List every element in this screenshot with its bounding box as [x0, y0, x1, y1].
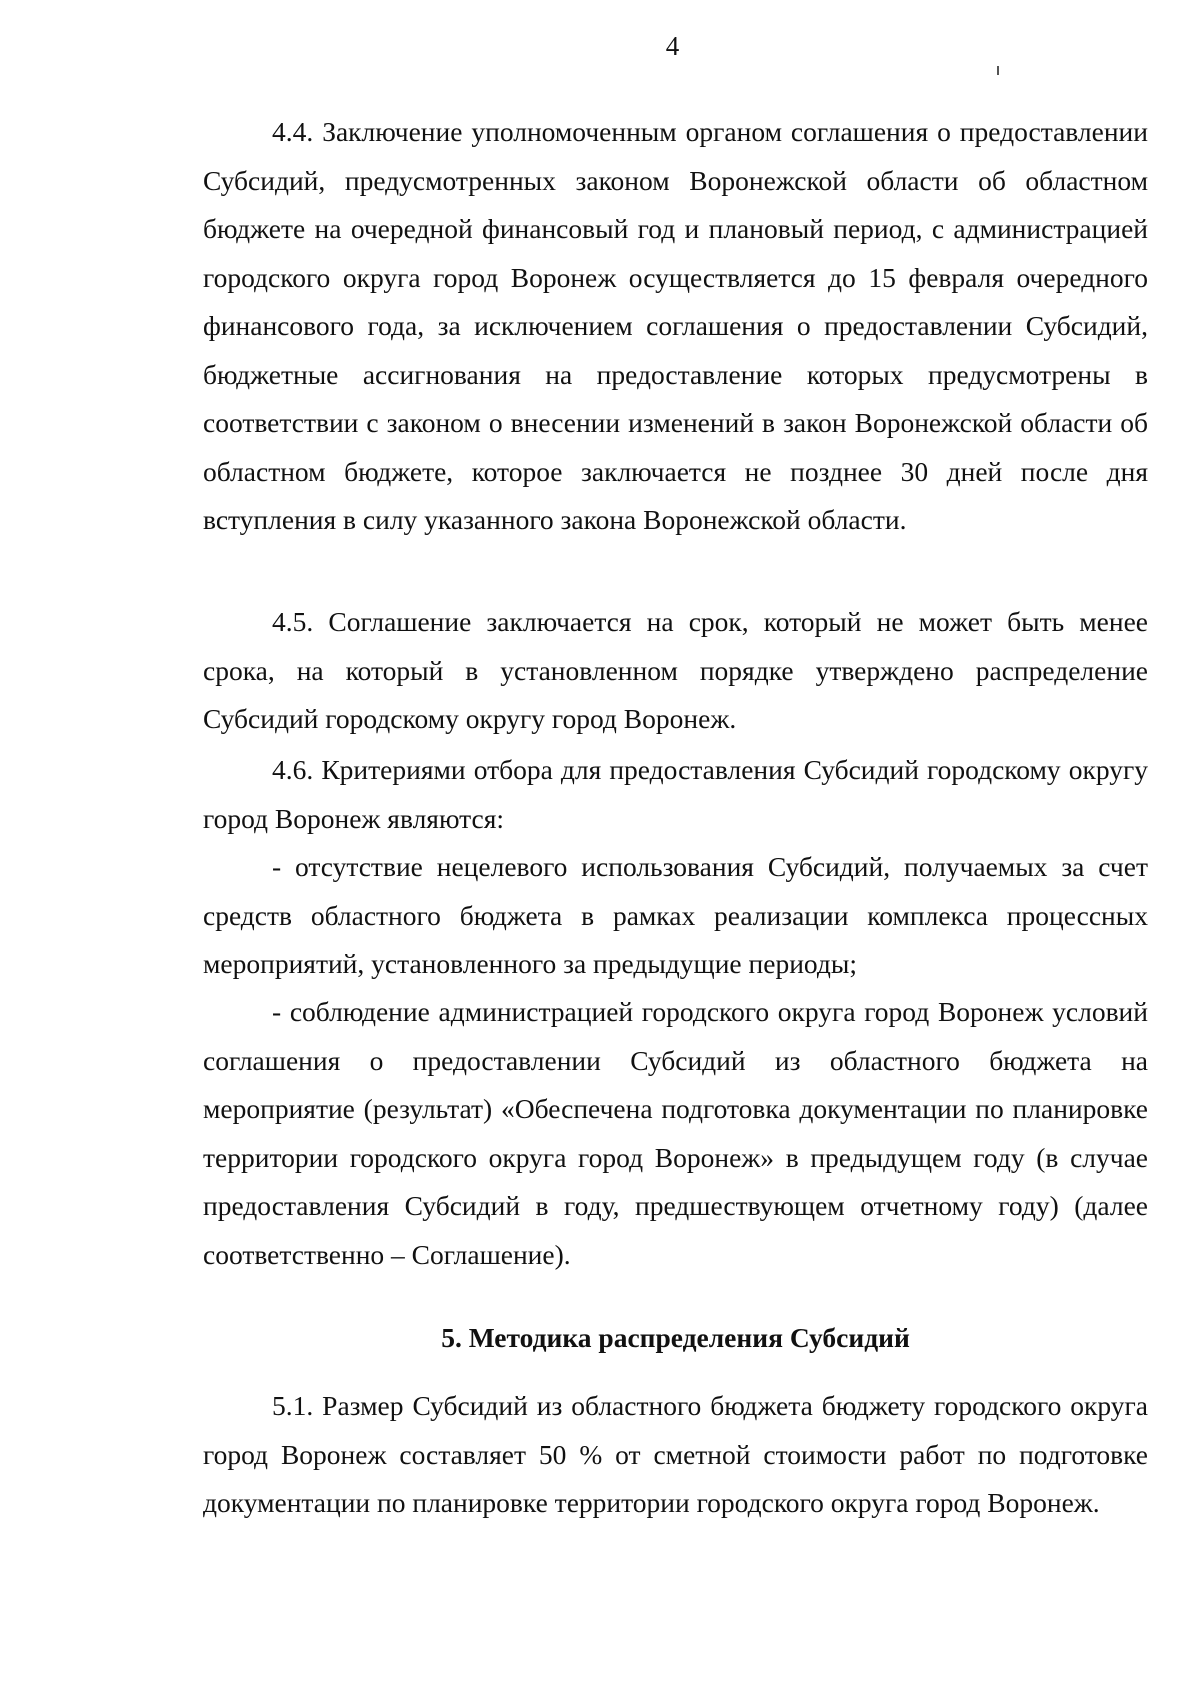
- paragraph-4-6: 4.6. Критериями отбора для предоставления Субсидий городскому округу город Воронеж являются:: [203, 754, 1148, 834]
- paragraph-4-5-block: [203, 598, 1148, 744]
- paragraph-4-6-block: [203, 746, 1148, 843]
- section-5-heading: 5. Методика распределения Субсидий: [441, 1322, 910, 1353]
- paragraph-5-1-block: [203, 1382, 1148, 1528]
- criterion-1-block: [203, 843, 1148, 989]
- paragraph-4-4: 4.4. Заключение уполномоченным органом соглашения о предоставлении Субсидий, предусмотренных законом Воронежской области об областном бюджете на очередной финансовый год и плановый период, с администрацией городского округа город Воронеж осуществляется до 15 февраля очередного финансового года, за исключением соглашения о предоставлении Субсидий, бюджетные ассигнования на предоставление которых предусмотрены в соответствии с законом о внесении изменений в закон Воронежской области об областном бюджете, которое заключается не позднее 30 дней после дня вступления в силу указанного закона Воронежской области.: [203, 116, 1148, 535]
- scan-artifact-mark: [997, 66, 999, 75]
- criterion-2: - соблюдение администрацией городского округа город Воронеж условий соглашения о предоставлении Субсидий из областного бюджета на мероприятие (результат) «Обеспечена подготовка документации по планировке территории городского округа город Воронеж» в предыдущем году (в случае предоставления Субсидий в году, предшествующем отчетному году) (далее соответственно – Соглашение).: [203, 996, 1148, 1270]
- paragraph-4-5: 4.5. Соглашение заключается на срок, который не может быть менее срока, на который в установленном порядке утверждено распределение Субсидий городскому округу город Воронеж.: [203, 606, 1148, 734]
- page-number-text: 4: [665, 31, 680, 61]
- criterion-2-block: [203, 988, 1148, 1279]
- page-number: [0, 30, 1200, 62]
- paragraph-4-4-block: [203, 108, 1148, 545]
- criterion-1: - отсутствие нецелевого использования Субсидий, получаемых за счет средств областного бюджета в рамках реализации комплекса процессных мероприятий, установленного за предыдущие периоды;: [203, 851, 1148, 979]
- paragraph-5-1: 5.1. Размер Субсидий из областного бюджета бюджету городского округа город Воронеж составляет 50 % от сметной стоимости работ по подготовке документации по планировке территории городского округа город Воронеж.: [203, 1390, 1148, 1518]
